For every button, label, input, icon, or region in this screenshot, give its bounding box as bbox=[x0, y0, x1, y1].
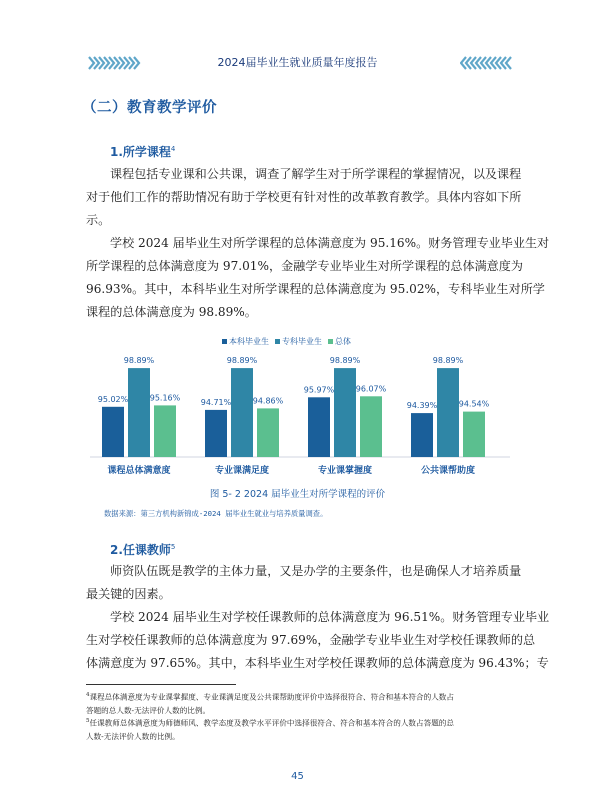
course-evaluation-bar-chart bbox=[90, 345, 510, 480]
footnote-line: 人数-无法评价人数的比例。 bbox=[86, 731, 180, 741]
chart-data-label: 98.89% bbox=[123, 356, 155, 366]
paragraph-line: 最关键的因素。 bbox=[86, 587, 171, 601]
chart-data-label: 94.39% bbox=[406, 401, 438, 411]
chart-bar bbox=[437, 368, 459, 457]
chart-category-label: 专业课掌握度 bbox=[317, 466, 373, 476]
chart-category-label: 课程总体满意度 bbox=[107, 466, 171, 476]
paragraph-courses-satisfaction bbox=[86, 232, 550, 324]
footnote-number: 4 bbox=[86, 692, 90, 698]
legend-label: 总体 bbox=[335, 337, 351, 346]
chart-bar bbox=[128, 368, 150, 457]
legend-swatch bbox=[275, 339, 280, 344]
footnote-line bbox=[86, 689, 510, 704]
paragraph-line: 生对学校任课教师的总体满意度为 97.69%，金融学专业毕业生对学校任课教师的总 bbox=[86, 633, 536, 647]
chart-data-label: 98.89% bbox=[226, 356, 258, 366]
paragraph-line: 学校 2024 届毕业生对学校任课教师的总体满意度为 96.51%。财务管理专业毕业 bbox=[110, 610, 550, 624]
paragraph-line: 体满意度为 97.65%。其中，本科毕业生对学校任课教师的总体满意度为 96.43%；专 bbox=[86, 656, 549, 670]
footnote-5 bbox=[86, 715, 510, 743]
chart-bar bbox=[463, 412, 485, 457]
section-title: （二）教育教学评价 bbox=[82, 100, 217, 116]
footnote-ref-5: 5 bbox=[170, 543, 176, 551]
footnote-text: 任课教师总体满意度为师德师风、教学态度及教学水平评价中选择很符合、符合和基本符合的人数占答题的总 bbox=[89, 718, 454, 728]
chart-data-label: 96.07% bbox=[355, 384, 387, 394]
chart-bar bbox=[308, 397, 330, 457]
chart-data-label: 94.86% bbox=[252, 396, 284, 406]
paragraph-line: 示。 bbox=[86, 213, 111, 227]
paragraph-line: 课程的总体满意度为 98.89%。 bbox=[86, 305, 257, 319]
subsection-title-teachers-text: 2.任课教师 bbox=[110, 543, 171, 557]
subsection-title-courses bbox=[110, 143, 175, 160]
chart-bar bbox=[231, 368, 253, 457]
paragraph-line: 所学课程的总体满意度为 97.01%，金融学专业毕业生对所学课程的总体满意度为 bbox=[86, 259, 523, 273]
chart-bar bbox=[205, 410, 227, 457]
paragraph-line: 师资队伍既是教学的主体力量，又是办学的主要条件，也是确保人才培养质量 bbox=[110, 564, 522, 578]
page-number: 45 bbox=[291, 771, 304, 782]
chart-bar bbox=[257, 408, 279, 457]
legend-label: 本科毕业生 bbox=[229, 337, 269, 346]
paragraph-courses-intro bbox=[86, 163, 522, 232]
chart-data-label: 94.54% bbox=[458, 399, 490, 409]
chart-bar bbox=[102, 407, 124, 457]
figure-source: 数据来源：第三方机构新锦成-2024 届毕业生就业与培养质量调查。 bbox=[104, 509, 328, 518]
chart-data-label: 95.97% bbox=[303, 385, 335, 395]
chart-bar bbox=[154, 405, 176, 457]
paragraph-teachers-intro bbox=[86, 560, 522, 606]
header-chevron-decoration-right bbox=[460, 56, 516, 70]
footnote-text: 课程总体满意度为专业课掌握度、专业课满足度及公共课帮助度评价中选择很符合、符合和基本符合的人数占 bbox=[89, 692, 454, 702]
chart-data-label: 98.89% bbox=[329, 356, 361, 366]
footnote-line: 答题的总人数-无法评价人数的比例。 bbox=[86, 705, 211, 715]
header-title: 2024届毕业生就业质量年度报告 bbox=[217, 56, 378, 69]
subsection-title-teachers bbox=[110, 541, 175, 558]
footnote-divider bbox=[86, 684, 236, 685]
paragraph-line: 学校 2024 届毕业生对所学课程的总体满意度为 95.16%。财务管理专业毕业生对 bbox=[110, 236, 550, 250]
chart-data-label: 95.16% bbox=[149, 393, 181, 403]
subsection-title-courses-text: 1.所学课程 bbox=[110, 145, 171, 159]
legend-swatch bbox=[222, 339, 227, 344]
chart-data-label: 94.71% bbox=[200, 397, 232, 407]
legend-swatch bbox=[328, 339, 333, 344]
chart-category-label: 公共课帮助度 bbox=[420, 466, 476, 476]
chart-data-label: 95.02% bbox=[97, 394, 129, 404]
footnote-4 bbox=[86, 689, 510, 717]
chart-bar bbox=[360, 396, 382, 457]
chart-bar bbox=[411, 413, 433, 457]
chart-bar bbox=[334, 368, 356, 457]
legend-label: 专科毕业生 bbox=[282, 337, 322, 346]
footnote-line bbox=[86, 715, 510, 730]
chart-category-label: 专业课满足度 bbox=[214, 466, 270, 476]
chart-data-label: 98.89% bbox=[432, 356, 464, 366]
paragraph-line: 课程包括专业课和公共课，调查了解学生对于所学课程的掌握情况，以及课程 bbox=[110, 167, 522, 181]
paragraph-line: 96.93%。其中，本科毕业生对所学课程的总体满意度为 95.02%，专科毕业生对所学 bbox=[86, 282, 545, 296]
footnote-number: 5 bbox=[86, 718, 90, 724]
figure-caption: 图 5- 2 2024 届毕业生对所学课程的评价 bbox=[209, 489, 386, 500]
paragraph-line: 对于他们工作的帮助情况有助于学校更有针对性的改革教育教学。具体内容如下所 bbox=[86, 190, 522, 204]
paragraph-teachers-satisfaction bbox=[86, 606, 550, 675]
footnote-ref-4: 4 bbox=[170, 145, 176, 153]
